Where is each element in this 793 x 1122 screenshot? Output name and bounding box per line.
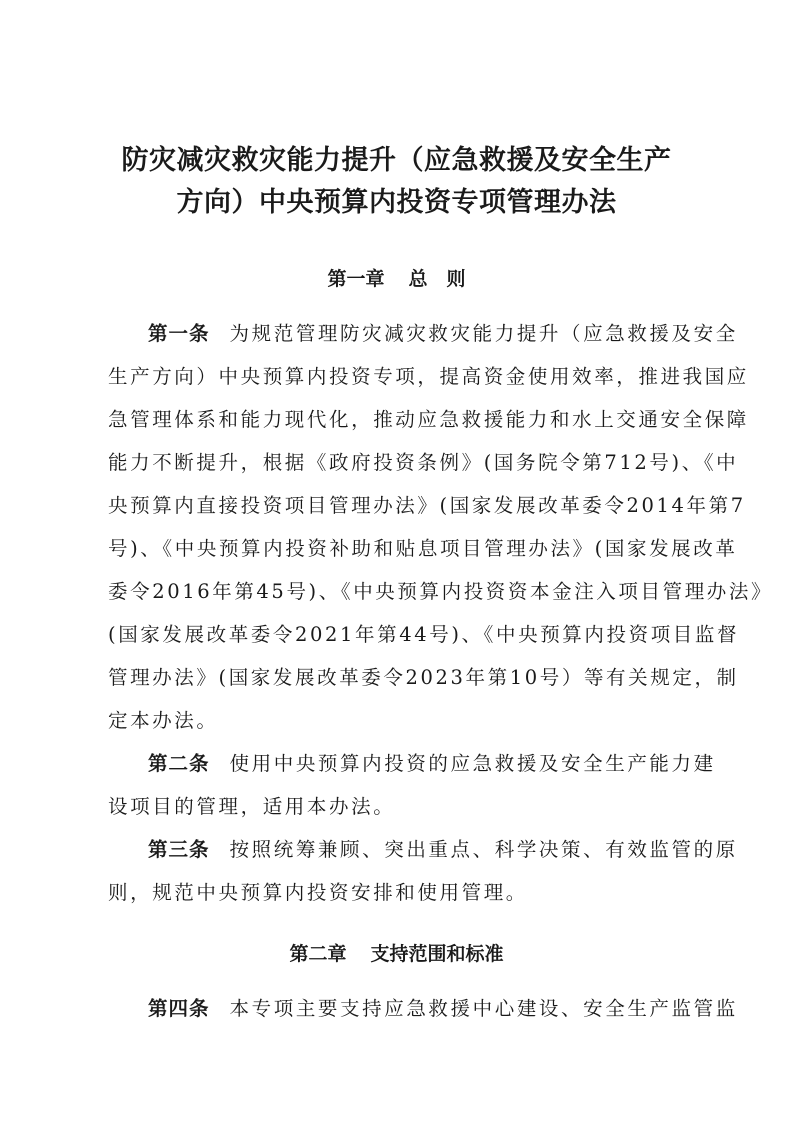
article-1-line: 号)、《中央预算内投资补助和贴息项目管理办法》(国家发展改革 bbox=[108, 537, 738, 560]
article-1-line: 定本办法。 bbox=[108, 709, 219, 732]
article-1-line: 能力不断提升，根据《政府投资条例》(国务院令第712号)、《中 bbox=[108, 451, 739, 474]
article-1-line: 生产方向）中央预算内投资专项，提高资金使用效率，推进我国应 bbox=[108, 365, 749, 388]
chapter-heading-1 bbox=[0, 264, 793, 291]
article-3-line: 第三条 按照统筹兼顾、突出重点、科学决策、有效监管的原 bbox=[148, 838, 738, 861]
article-label: 第二条 bbox=[148, 752, 210, 775]
article-label: 第四条 bbox=[148, 997, 210, 1020]
chapter-number: 第二章 bbox=[289, 943, 347, 965]
article-1-line: 急管理体系和能力现代化，推动应急救援能力和水上交通安全保障 bbox=[108, 408, 749, 431]
document-title-line-2: 方向）中央预算内投资专项管理办法 bbox=[176, 187, 617, 218]
chapter-heading-2 bbox=[0, 939, 793, 966]
article-1-line: 第一条 为规范管理防灾减灾救灾能力提升（应急救援及安全 bbox=[148, 322, 738, 345]
chapter-name: 总 则 bbox=[408, 268, 466, 290]
article-label: 第一条 bbox=[148, 322, 210, 345]
article-1-line: (国家发展改革委令2021年第44号)、《中央预算内投资项目监督 bbox=[108, 623, 740, 646]
document-title-line-1: 防灾减灾救灾能力提升（应急救援及安全生产 bbox=[121, 145, 672, 176]
article-1-line: 委令2016年第45号)、《中央预算内投资资本金注入项目管理办法》 bbox=[108, 580, 774, 603]
article-4-line: 第四条 本专项主要支持应急救援中心建设、安全生产监管监 bbox=[148, 997, 738, 1020]
article-2-line: 第二条 使用中央预算内投资的应急救援及安全生产能力建 bbox=[148, 752, 716, 775]
chapter-name: 支持范围和标准 bbox=[370, 943, 504, 965]
article-2-line: 设项目的管理，适用本办法。 bbox=[108, 795, 396, 818]
chapter-number: 第一章 bbox=[327, 268, 385, 290]
article-1-line: 管理办法》(国家发展改革委令2023年第10号）等有关规定，制 bbox=[108, 666, 739, 689]
article-3-line: 则，规范中央预算内投资安排和使用管理。 bbox=[108, 881, 528, 904]
article-1-line: 央预算内直接投资项目管理办法》(国家发展改革委令2014年第7 bbox=[108, 494, 746, 517]
article-label: 第三条 bbox=[148, 838, 210, 861]
